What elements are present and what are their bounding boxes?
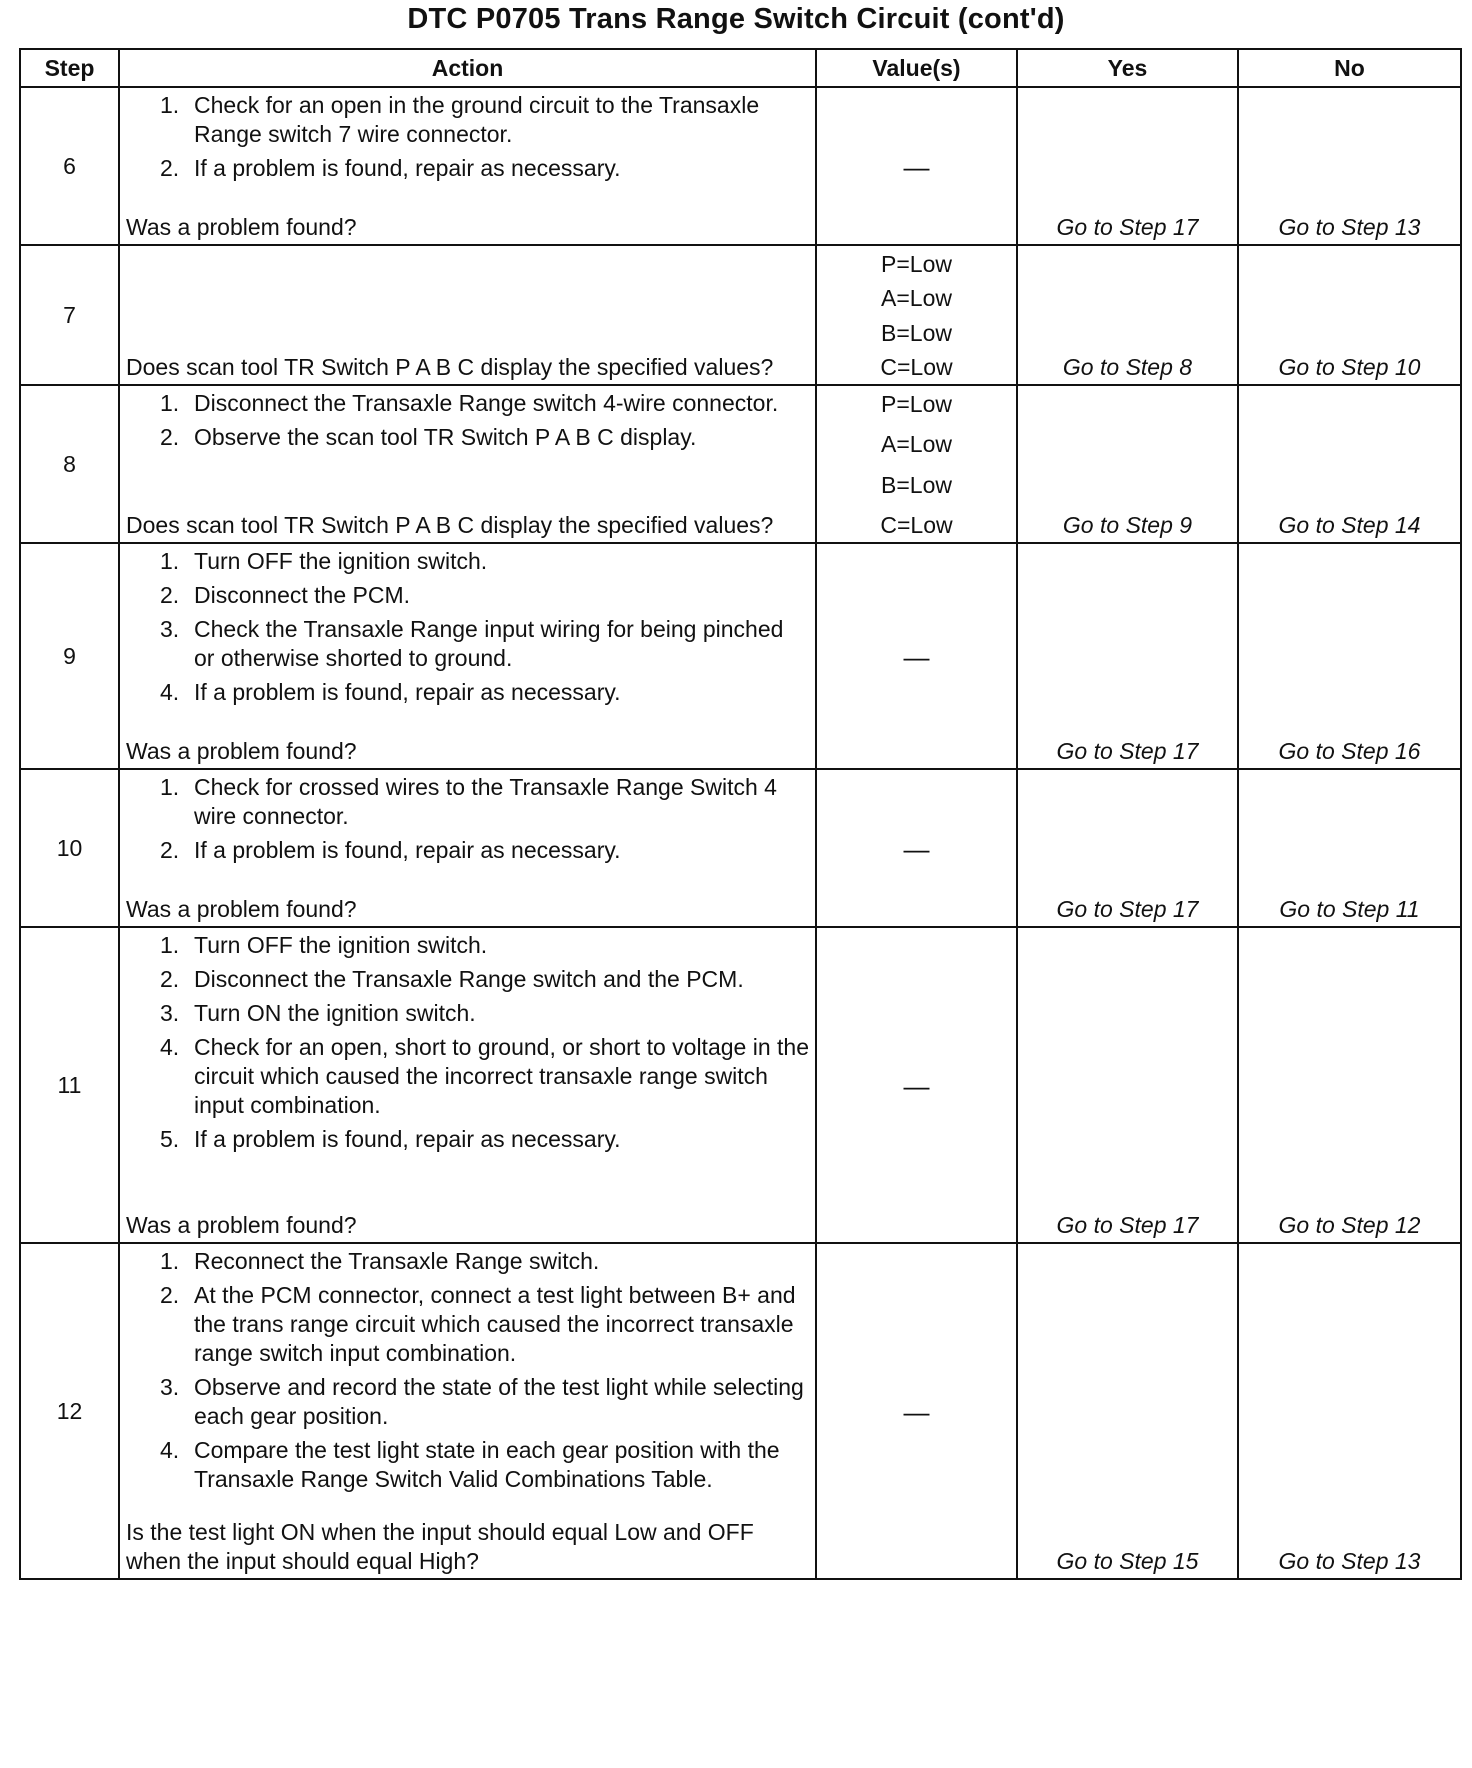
yes-outcome: Go to Step 17 xyxy=(1017,87,1238,245)
action-step xyxy=(160,389,809,418)
action-step-text: Reconnect the Transaxle Range switch. xyxy=(194,1248,600,1274)
table-row xyxy=(20,543,1461,769)
step-number: 8 xyxy=(20,385,119,543)
action-step-number: 1. xyxy=(160,1248,180,1274)
action-cell xyxy=(119,385,816,543)
action-step-list xyxy=(126,389,809,457)
action-cell xyxy=(119,927,816,1243)
action-step-number: 5. xyxy=(160,1126,180,1152)
action-step-text: Check for an open, short to ground, or short to voltage in the circuit which caused the incorrect transaxle range switch input combination. xyxy=(194,1034,809,1118)
no-outcome: Go to Step 13 xyxy=(1238,87,1461,245)
value-list xyxy=(817,1244,1016,1578)
action-step-text: If a problem is found, repair as necessary. xyxy=(194,155,621,181)
action-step-list xyxy=(126,931,809,1159)
values-cell xyxy=(816,927,1017,1243)
action-step-number: 2. xyxy=(160,424,180,450)
yes-outcome: Go to Step 17 xyxy=(1017,927,1238,1243)
action-step-number: 1. xyxy=(160,92,180,118)
value-item: A=Low xyxy=(881,431,952,458)
action-step-number: 1. xyxy=(160,548,180,574)
action-step xyxy=(160,581,809,610)
value-list xyxy=(817,544,1016,768)
action-step-text: Turn ON the ignition switch. xyxy=(194,1000,476,1026)
action-step xyxy=(160,773,809,831)
value-item: B=Low xyxy=(881,471,952,498)
value-item: — xyxy=(903,833,930,864)
action-step-number: 4. xyxy=(160,679,180,705)
action-step-text: Check for an open in the ground circuit to the Transaxle Range switch 7 wire connector. xyxy=(194,92,760,147)
action-step-list xyxy=(126,773,809,870)
yes-outcome: Go to Step 9 xyxy=(1017,385,1238,543)
header-no: No xyxy=(1238,49,1461,87)
step-number: 12 xyxy=(20,1243,119,1579)
action-step xyxy=(160,615,809,673)
table-row xyxy=(20,385,1461,543)
table-row xyxy=(20,769,1461,927)
action-step-number: 2. xyxy=(160,155,180,181)
action-cell xyxy=(119,245,816,385)
table-row xyxy=(20,927,1461,1243)
step-number: 9 xyxy=(20,543,119,769)
action-content xyxy=(120,246,815,384)
value-item: B=Low xyxy=(881,319,952,346)
action-step xyxy=(160,1281,809,1368)
yes-outcome: Go to Step 17 xyxy=(1017,543,1238,769)
step-number: 6 xyxy=(20,87,119,245)
action-step-text: Check the Transaxle Range input wiring for being pinched or otherwise shorted to ground. xyxy=(194,616,784,671)
step-number: 7 xyxy=(20,245,119,385)
action-step-number: 2. xyxy=(160,582,180,608)
action-step-number: 3. xyxy=(160,1000,180,1026)
action-step xyxy=(160,931,809,960)
no-outcome: Go to Step 12 xyxy=(1238,927,1461,1243)
action-question: Is the test light ON when the input should equal Low and OFF when the input should equal High? xyxy=(126,1519,754,1574)
action-content xyxy=(120,386,815,542)
action-step xyxy=(160,1373,809,1431)
action-content xyxy=(120,1244,815,1578)
action-step-number: 2. xyxy=(160,837,180,863)
value-list xyxy=(817,88,1016,244)
value-item: — xyxy=(903,151,930,182)
action-step-number: 1. xyxy=(160,774,180,800)
action-step-number: 2. xyxy=(160,1282,180,1308)
action-step-number: 1. xyxy=(160,390,180,416)
action-step xyxy=(160,154,809,183)
action-step xyxy=(160,678,809,707)
header-row xyxy=(20,49,1461,87)
action-question: Was a problem found? xyxy=(126,738,357,764)
action-question: Was a problem found? xyxy=(126,214,357,240)
value-item: — xyxy=(903,1396,930,1427)
action-step-number: 1. xyxy=(160,932,180,958)
value-item: C=Low xyxy=(880,511,953,538)
action-step xyxy=(160,1125,809,1154)
yes-outcome: Go to Step 15 xyxy=(1017,1243,1238,1579)
action-step-text: Disconnect the Transaxle Range switch and the PCM. xyxy=(194,966,744,992)
values-cell xyxy=(816,1243,1017,1579)
values-cell xyxy=(816,543,1017,769)
action-step-text: If a problem is found, repair as necessary. xyxy=(194,1126,621,1152)
action-step-text: If a problem is found, repair as necessary. xyxy=(194,679,621,705)
action-step-text: Disconnect the Transaxle Range switch 4-wire connector. xyxy=(194,390,779,416)
values-cell xyxy=(816,245,1017,385)
header-values: Value(s) xyxy=(816,49,1017,87)
action-step-text: Disconnect the PCM. xyxy=(194,582,411,608)
action-step xyxy=(160,965,809,994)
value-item: A=Low xyxy=(881,285,952,312)
action-step-text: Observe and record the state of the test light while selecting each gear position. xyxy=(194,1374,804,1429)
value-item: — xyxy=(903,1070,930,1101)
value-item: P=Low xyxy=(881,251,952,277)
action-step xyxy=(160,1033,809,1120)
action-step xyxy=(160,423,809,452)
action-content xyxy=(120,88,815,244)
action-step-list xyxy=(126,1247,809,1499)
action-step-text: Compare the test light state in each gear position with the Transaxle Range Switch Valid Combinations Table. xyxy=(194,1437,780,1492)
no-outcome: Go to Step 16 xyxy=(1238,543,1461,769)
action-content xyxy=(120,770,815,926)
action-step xyxy=(160,1247,809,1276)
action-step-list xyxy=(126,547,809,712)
no-outcome: Go to Step 10 xyxy=(1238,245,1461,385)
header-action: Action xyxy=(119,49,816,87)
action-step xyxy=(160,836,809,865)
no-outcome: Go to Step 14 xyxy=(1238,385,1461,543)
step-number: 10 xyxy=(20,769,119,927)
no-outcome: Go to Step 13 xyxy=(1238,1243,1461,1579)
value-item: P=Low xyxy=(881,391,952,417)
action-question: Was a problem found? xyxy=(126,1212,357,1238)
action-step-text: If a problem is found, repair as necessary. xyxy=(194,837,621,863)
values-cell xyxy=(816,87,1017,245)
action-content xyxy=(120,928,815,1242)
action-step xyxy=(160,1436,809,1494)
action-step xyxy=(160,91,809,149)
action-cell xyxy=(119,1243,816,1579)
value-list xyxy=(817,386,1016,542)
yes-outcome: Go to Step 8 xyxy=(1017,245,1238,385)
step-number: 11 xyxy=(20,927,119,1243)
value-list xyxy=(817,246,1016,384)
header-step: Step xyxy=(20,49,119,87)
value-item: — xyxy=(903,641,930,672)
action-step-number: 4. xyxy=(160,1034,180,1060)
value-list xyxy=(817,928,1016,1242)
yes-outcome: Go to Step 17 xyxy=(1017,769,1238,927)
action-step-number: 4. xyxy=(160,1437,180,1463)
no-outcome: Go to Step 11 xyxy=(1238,769,1461,927)
action-step-text: Check for crossed wires to the Transaxle Range Switch 4 wire connector. xyxy=(194,774,777,829)
action-step-list xyxy=(126,91,809,188)
action-cell xyxy=(119,543,816,769)
action-step-text: Turn OFF the ignition switch. xyxy=(194,932,488,958)
table-body xyxy=(20,87,1461,1579)
action-step-number: 2. xyxy=(160,966,180,992)
values-cell xyxy=(816,769,1017,927)
value-list xyxy=(817,770,1016,926)
page-title: DTC P0705 Trans Range Switch Circuit (cont'd) xyxy=(407,3,1065,35)
action-step xyxy=(160,547,809,576)
action-step-number: 3. xyxy=(160,1374,180,1400)
action-step-text: At the PCM connector, connect a test light between B+ and the trans range circuit which caused the incorrect transaxle range switch input combination. xyxy=(194,1282,796,1366)
table-row xyxy=(20,245,1461,385)
action-question: Was a problem found? xyxy=(126,896,357,922)
action-cell xyxy=(119,87,816,245)
value-item: C=Low xyxy=(880,353,953,380)
action-step-text: Turn OFF the ignition switch. xyxy=(194,548,488,574)
action-step xyxy=(160,999,809,1028)
diagnostic-table xyxy=(19,48,1462,1580)
action-step-text: Observe the scan tool TR Switch P A B C display. xyxy=(194,424,697,450)
action-question: Does scan tool TR Switch P A B C display the specified values? xyxy=(126,354,774,380)
action-cell xyxy=(119,769,816,927)
action-step-number: 3. xyxy=(160,616,180,642)
values-cell xyxy=(816,385,1017,543)
table-row xyxy=(20,87,1461,245)
action-content xyxy=(120,544,815,768)
table-row xyxy=(20,1243,1461,1579)
action-question: Does scan tool TR Switch P A B C display the specified values? xyxy=(126,512,774,538)
header-yes: Yes xyxy=(1017,49,1238,87)
